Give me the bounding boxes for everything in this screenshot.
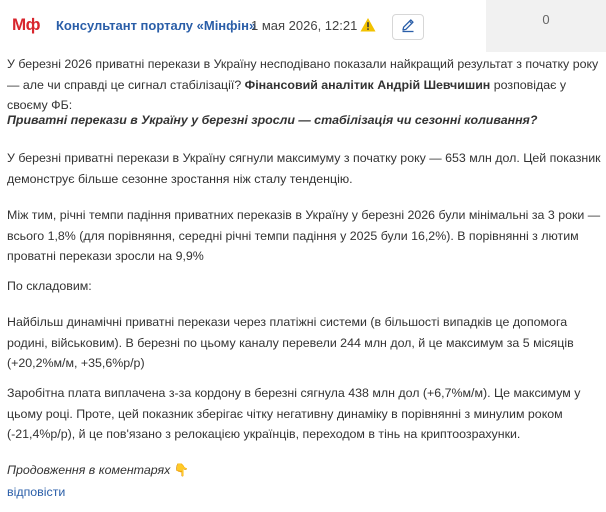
paragraph: Заробітна плата виплачена з-за кордону в березні сягнула 438 млн дол (+6,7%м/м). Це максимум у цьому році. Проте, цей показник зберігає чітку негативну динаміку в порівнянні з минулим роком (-21,4%р/р), й це пов'язано з релокацією українців, переходом в тінь на криптоозрахунки. — [7, 386, 581, 441]
pointing-hand-icon: 👇 — [173, 463, 190, 477]
minfin-logo[interactable]: Мф — [12, 15, 41, 34]
analyst-name: Фінансовий аналітик Андрій Шевчишин — [244, 77, 491, 92]
pencil-icon — [400, 17, 416, 38]
continued-text: Продовження в коментарях — [7, 463, 171, 477]
paragraph: Найбільш динамічні приватні перекази через платіжні системи (в більшості випадків це допомога родині, військовим). В березні по цьому каналу перевели 244 млн дол, й це максимум за 5 місяців (+20,2%м/м, +35,6%р/р) — [7, 315, 574, 370]
post-date: 1 мая 2026, 12:21 — [251, 18, 358, 33]
paragraph: По складовим: — [7, 279, 92, 293]
post-header — [0, 0, 606, 52]
intro-paragraph — [7, 54, 601, 116]
rating-box[interactable] — [486, 0, 606, 52]
continued-note — [7, 460, 601, 481]
paragraph: Між тим, річні темпи падіння приватних переказів в Україну у березні 2026 були мінімальні за 3 роки — всього 1,8% (для порівняння, середні річні темпи падіння у 2025 були 16,2%). В порівнянні з лютим проватні перекази зросли на 9,9% — [7, 208, 601, 263]
paragraph: У березні приватні перекази в Україну сягнули максимуму з початку року — 653 млн дол. Цей показник демонструє більше сезонне зростання ніж сталу тенденцію. — [7, 151, 601, 186]
reply-link[interactable]: відповісти — [7, 485, 66, 499]
edit-button[interactable] — [392, 14, 424, 40]
intro-text: У березні 2026 приватні перекази в Україну несподівано показали найкращий результат з початку року — але чи справді це сигнал стабілізації? — [7, 57, 599, 92]
intro-text-end: розповідає у своєму ФБ: — [7, 77, 567, 112]
warning-icon[interactable] — [360, 17, 376, 33]
post-heading: Приватні перекази в Україну у березні зросли — стабілізація чи сезонні коливання? — [7, 113, 538, 127]
author-link[interactable]: Консультант порталу «Мінфін» — [56, 18, 257, 33]
rating-score: 0 — [542, 12, 550, 27]
